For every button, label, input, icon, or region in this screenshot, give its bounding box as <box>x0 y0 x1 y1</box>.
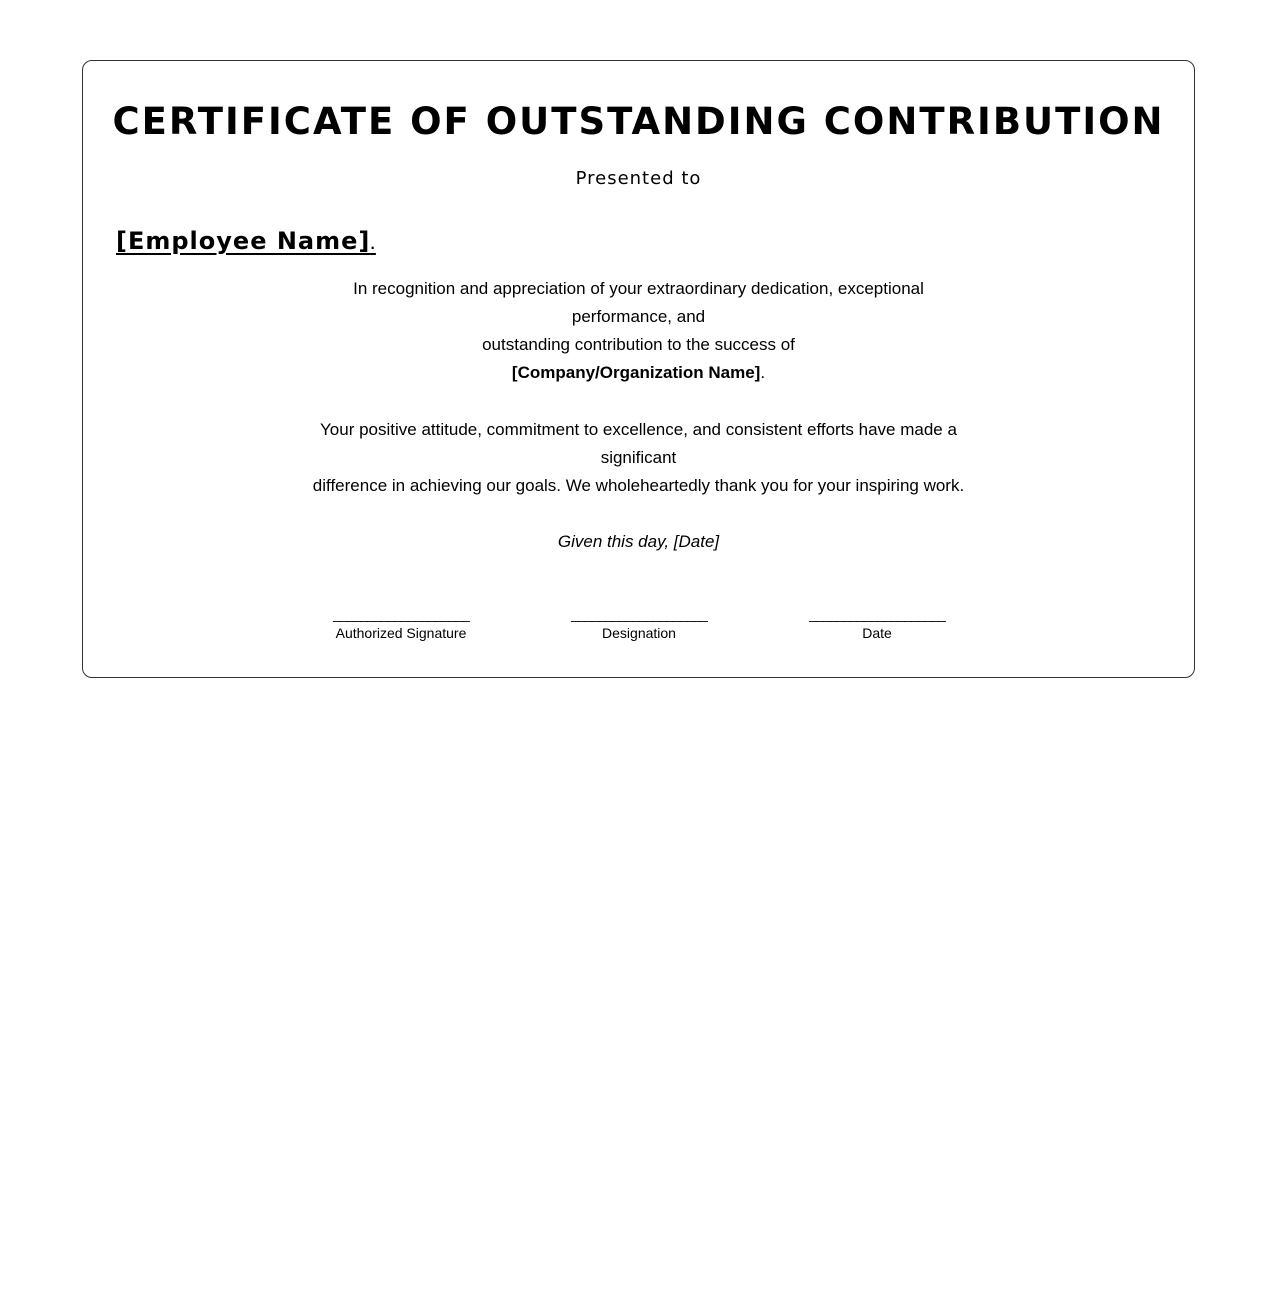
recognition-line-2: performance, and <box>571 307 706 326</box>
signature-label: Authorized Signature <box>335 625 467 641</box>
signature-block-date <box>797 604 957 642</box>
appreciation-paragraph <box>83 416 1194 500</box>
presented-to-label: Presented to <box>575 168 702 189</box>
given-date: Given this day, [Date] <box>557 532 720 551</box>
signature-line: ____________________ <box>571 606 707 622</box>
signature-label: Designation <box>602 625 676 641</box>
certificate-title: CERTIFICATE OF OUTSTANDING CONTRIBUTION <box>112 100 1165 143</box>
appreciation-line-2: significant <box>600 448 677 467</box>
signature-label: Date <box>862 625 892 641</box>
employee-name <box>116 225 376 261</box>
company-name: [Company/Organization Name] <box>511 363 761 382</box>
signature-line: ____________________ <box>809 606 945 622</box>
appreciation-line-3: difference in achieving our goals. We wholeheartedly thank you for your inspiring work. <box>312 476 965 495</box>
signature-block-authorized <box>321 604 481 642</box>
signature-block-designation <box>559 604 719 642</box>
signature-line: ____________________ <box>333 606 469 622</box>
employee-name-text: [Employee Name] <box>116 227 371 255</box>
employee-name-trailing: . <box>370 238 376 252</box>
company-trailing: . <box>760 363 766 382</box>
recognition-line-3: outstanding contribution to the success of <box>482 335 795 354</box>
recognition-paragraph <box>83 275 1194 387</box>
recognition-line-1: In recognition and appreciation of your extraordinary dedication, exceptional <box>353 279 924 298</box>
company-line <box>83 359 1194 387</box>
signature-section <box>321 604 961 650</box>
appreciation-line-1: Your positive attitude, commitment to excellence, and consistent efforts have made a <box>320 420 957 439</box>
certificate-card <box>82 60 1195 678</box>
